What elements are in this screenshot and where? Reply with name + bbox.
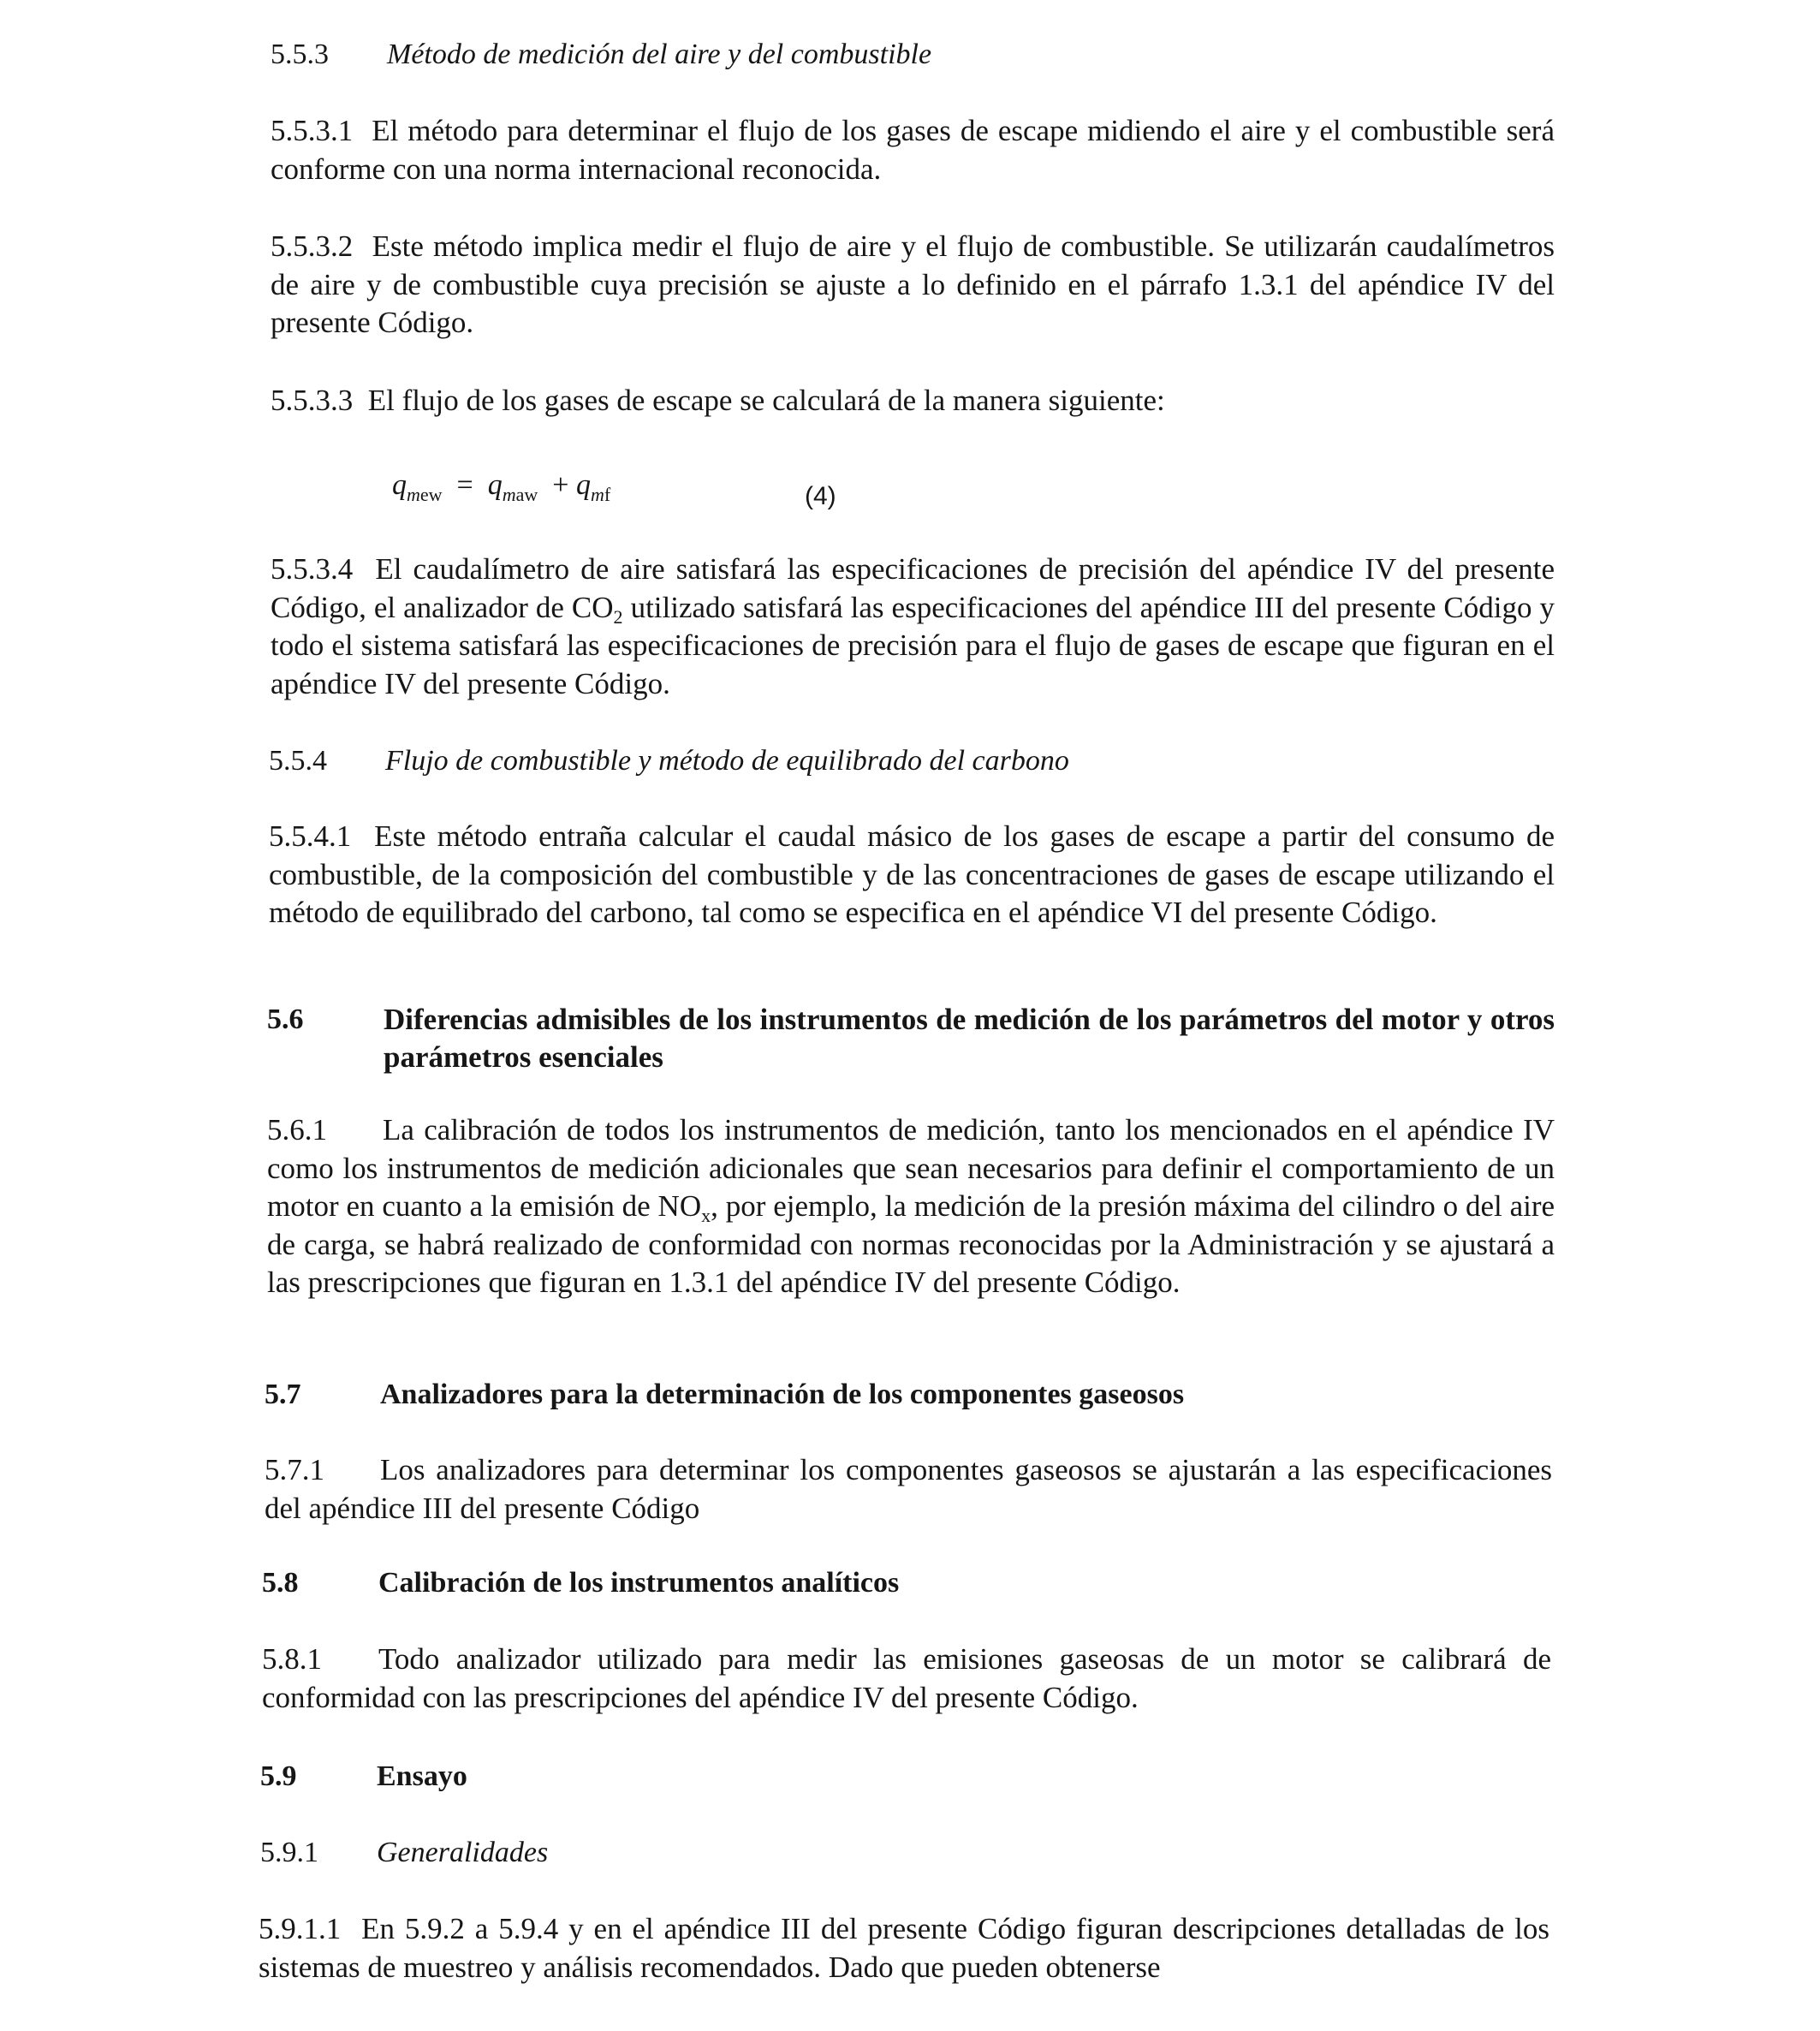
paragraph-5-9-1-1 bbox=[259, 1910, 1549, 1986]
paragraph-text: El flujo de los gases de escape se calculará de la manera siguiente: bbox=[367, 384, 1165, 417]
paragraph-5-8-1 bbox=[262, 1641, 1551, 1717]
paragraph-5-5-3-1 bbox=[271, 112, 1555, 188]
section-title: Calibración de los instrumentos analíticos bbox=[378, 1567, 900, 1599]
section-number: 5.9 bbox=[260, 1760, 297, 1792]
section-title: Diferencias admisibles de los instrumentos de medición de los parámetros del motor y otros parámetros esenciales bbox=[384, 1003, 1555, 1074]
subsection-title: Flujo de combustible y método de equilibrado del carbono bbox=[385, 745, 1069, 777]
paragraph-5-7-1 bbox=[265, 1451, 1552, 1528]
section-number: 5.7 bbox=[265, 1379, 301, 1410]
paragraph-number: 5.5.3.3 bbox=[271, 384, 354, 417]
paragraph-text: Todo analizador utilizado para medir las emisiones gaseosas de un motor se calibrará de conformidad con las prescripciones del apéndice IV del presente Código. bbox=[262, 1642, 1551, 1714]
paragraph-text: Los analizadores para determinar los componentes gaseosos se ajustarán a las especificaciones del apéndice III del presente Código bbox=[265, 1453, 1552, 1525]
section-title: Ensayo bbox=[377, 1760, 467, 1792]
subsection-title: Método de medición del aire y del combustible bbox=[387, 39, 932, 70]
paragraph-5-5-4-1 bbox=[269, 818, 1555, 932]
paragraph-number: 5.5.4.1 bbox=[269, 819, 352, 853]
paragraph-number: 5.7.1 bbox=[265, 1453, 324, 1486]
paragraph-text: Este método entraña calcular el caudal másico de los gases de escape a partir del consumo de combustible, de la composición del combustible y de las concentraciones de gases de escape utilizando el método de equilibrado del carbono, tal como se especifica en el apéndice VI del presente Código. bbox=[269, 819, 1555, 929]
paragraph-number: 5.6.1 bbox=[267, 1113, 327, 1147]
section-number: 5.5.4 bbox=[269, 745, 327, 777]
section-number: 5.9.1 bbox=[260, 1837, 318, 1868]
subsection-title: Generalidades bbox=[377, 1837, 549, 1868]
paragraph-number: 5.5.3.1 bbox=[271, 114, 354, 147]
exhaust-flow-formula: $q_{mew} = q_{maw} + q_{mf}$ bbox=[392, 469, 611, 505]
section-number: 5.8 bbox=[262, 1567, 299, 1599]
paragraph-number: 5.9.1.1 bbox=[259, 1912, 342, 1945]
paragraph-number: 5.5.3.2 bbox=[271, 229, 354, 263]
equation-number: (4) bbox=[805, 482, 836, 510]
paragraph-text: Este método implica medir el flujo de aire y el flujo de combustible. Se utilizarán caudalímetros de aire y de combustible cuya precisión se ajuste a lo definido en el párrafo 1.3.1 del apéndice IV del presente Código. bbox=[271, 229, 1555, 339]
section-number: 5.5.3 bbox=[271, 39, 329, 70]
paragraph-text: El método para determinar el flujo de los gases de escape midiendo el aire y el combustible será conforme con una norma internacional reconocida. bbox=[271, 114, 1555, 186]
paragraph-number: 5.5.3.4 bbox=[271, 552, 354, 586]
paragraph-5-5-3-3 bbox=[271, 382, 1555, 420]
paragraph-number: 5.8.1 bbox=[262, 1642, 322, 1676]
paragraph-text: En 5.9.2 a 5.9.4 y en el apéndice III del presente Código figuran descripciones detalladas de los sistemas de muestreo y análisis recomendados. Dado que pueden obtenerse bbox=[259, 1912, 1549, 1984]
section-title: Analizadores para la determinación de los componentes gaseosos bbox=[380, 1379, 1185, 1410]
paragraph-5-6-1: 5.6.1 La calibración de todos los instrumentos de medición, tanto los mencionados en el apéndice IV como los instrumentos de medición adicionales que sean necesarios para definir el comportamiento de un motor en cuanto a la emisión de $NO_x$, por ejemplo, la medición de la presión máxima del cilindro o del aire de carga, se habrá realizado de conformidad con normas reconocidas por la Administración y se ajustará a las prescripciones que figuran en 1.3.1 del apéndice IV del presente Código. bbox=[267, 1113, 1555, 1299]
section-number: 5.6 bbox=[267, 1004, 304, 1035]
paragraph-5-5-3-4: 5.5.3.4 El caudalímetro de aire satisfará las especificaciones de precisión del apéndice IV del presente Código, el analizador de $CO_2$ utilizado satisfará las especificaciones del apéndice III del presente Código y todo el sistema satisfará las especificaciones de precisión para el flujo de gases de escape que figuran en el apéndice IV del presente Código. bbox=[271, 552, 1555, 700]
paragraph-5-5-3-2 bbox=[271, 228, 1555, 342]
